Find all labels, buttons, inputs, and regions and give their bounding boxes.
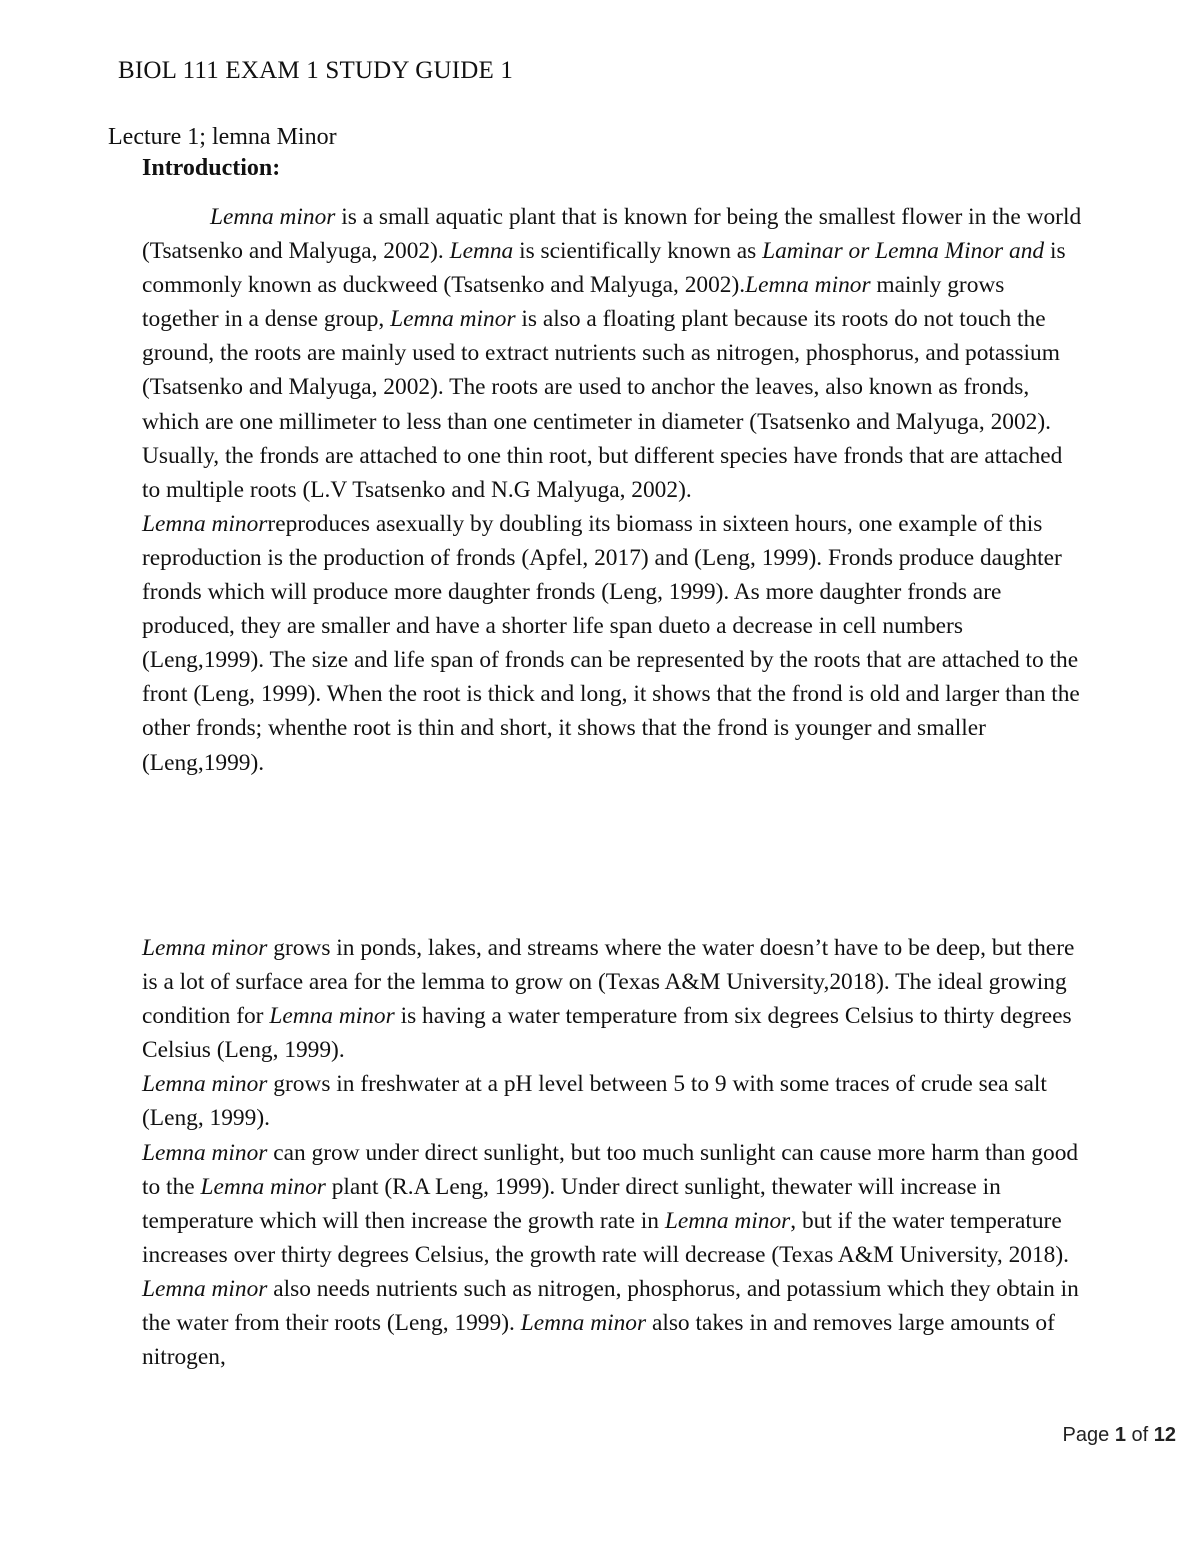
italic-term: Lemna minor <box>664 1207 791 1234</box>
italic-term: Lemna minor <box>745 272 871 299</box>
document-header: BIOL 111 EXAM 1 STUDY GUIDE 1 <box>118 57 514 84</box>
text-run: Usually, the fronds are attached to one thin root, but different species have fronds that are attached to multiple roots (L.V Tsatsenko and N.G Malyuga, 2002). <box>142 442 1063 503</box>
paragraph <box>142 1136 1082 1272</box>
current-page-number: 1 <box>1114 1424 1126 1446</box>
paragraph <box>142 507 1082 780</box>
paragraph <box>142 1067 1082 1135</box>
text-run: is having a water temperature from six degrees Celsius to thirty degrees Celsius (Leng, 1999). <box>142 1003 1072 1064</box>
lecture-title: Lecture 1; lemna Minor <box>108 124 337 150</box>
text-run: is commonly known as duckweed (Tsatsenko and Malyuga, 2002). <box>142 238 1066 299</box>
text-run: grows in freshwater at a pH level between 5 to 9 with some traces of crude sea salt (Leng, 1999). <box>142 1071 1047 1132</box>
italic-term: Lemna minor <box>142 1139 268 1166</box>
text-run: mainly grows together in a dense group, <box>142 272 1005 333</box>
text-run: can grow under direct sunlight, but too much sunlight can cause more harm than good to the <box>142 1139 1079 1200</box>
text-run: plant (R.A Leng, 1999). Under direct sunlight, thewater will increase in temperature which will then increase the growth rate in <box>142 1173 1001 1234</box>
page-label: Page <box>1062 1424 1110 1446</box>
text-block-habitat <box>142 931 1082 1374</box>
text-run: grows in ponds, lakes, and streams where the water doesn’t have to be deep, but there is a lot of surface area for the lemma to grow on (Texas A&M University,2018). The ideal growing condition for <box>142 935 1075 1030</box>
page-indicator <box>1063 1424 1176 1447</box>
of-label: of <box>1131 1424 1149 1446</box>
text-run: also needs nutrients such as nitrogen, phosphorus, and potassium which they obtain in the water from their roots (Leng, 1999). <box>142 1275 1079 1337</box>
italic-term: Lemna minor <box>390 306 516 333</box>
italic-term: Laminar or Lemna Minor and <box>762 238 1045 265</box>
text-run: , but if the water temperature increases over thirty degrees Celsius, the growth rate will decrease (Texas A&M University, 2018). <box>142 1207 1070 1268</box>
paragraph <box>142 439 1082 507</box>
section-heading-introduction: Introduction: <box>142 155 281 181</box>
italic-term: Lemna minor <box>269 1003 395 1030</box>
italic-term: Lemna minor <box>142 1071 268 1098</box>
text-run: is scientifically known as <box>513 238 763 265</box>
paragraph <box>142 1272 1082 1374</box>
italic-term: Lemna minor <box>142 510 268 537</box>
text-run: is a small aquatic plant that is known for being the smallest flower in the world (Tsatsenko and Malyuga, 2002). <box>142 204 1082 265</box>
text-run: reproduces asexually by doubling its biomass in sixteen hours, one example of this reproduction is the production of fronds (Apfel, 2017) and (Leng, 1999). Fronds produce daughter fronds which will produce more daughter fronds (Leng, 1999). As more daughter fronds are produced, they are smaller and have a shorter life span dueto a decrease in cell numbers (Leng,1999). The size and life span of fronds can be represented by the roots that are attached to the front (Leng, 1999). When the root is thick and long, it shows that the frond is old and larger than the other fronds; whenthe root is thin and short, it shows that the frond is younger and smaller (Leng,1999). <box>142 510 1080 776</box>
paragraph <box>142 200 1082 439</box>
italic-term: Lemna minor <box>210 204 336 230</box>
italic-term: Lemna minor <box>200 1173 326 1200</box>
text-run: is also a floating plant because its roots do not touch the ground, the roots are mainly used to extract nutrients such as nitrogen, phosphorus, and potassium (Tsatsenko and Malyuga, 2002). The roots are used to anchor the leaves, also known as fronds, which are one millimeter to less than one centimeter in diameter (Tsatsenko and Malyuga, 2002). <box>142 306 1060 435</box>
italic-term: Lemna minor <box>520 1310 647 1337</box>
text-run: also takes in and removes large amounts of nitrogen, <box>142 1310 1055 1371</box>
paragraph <box>142 931 1082 1067</box>
italic-term: Lemna minor <box>142 935 268 961</box>
italic-term: Lemna <box>449 238 514 265</box>
total-pages-number: 12 <box>1153 1424 1176 1446</box>
italic-term: Lemna minor <box>142 1275 268 1302</box>
text-block-introduction <box>142 200 1082 780</box>
